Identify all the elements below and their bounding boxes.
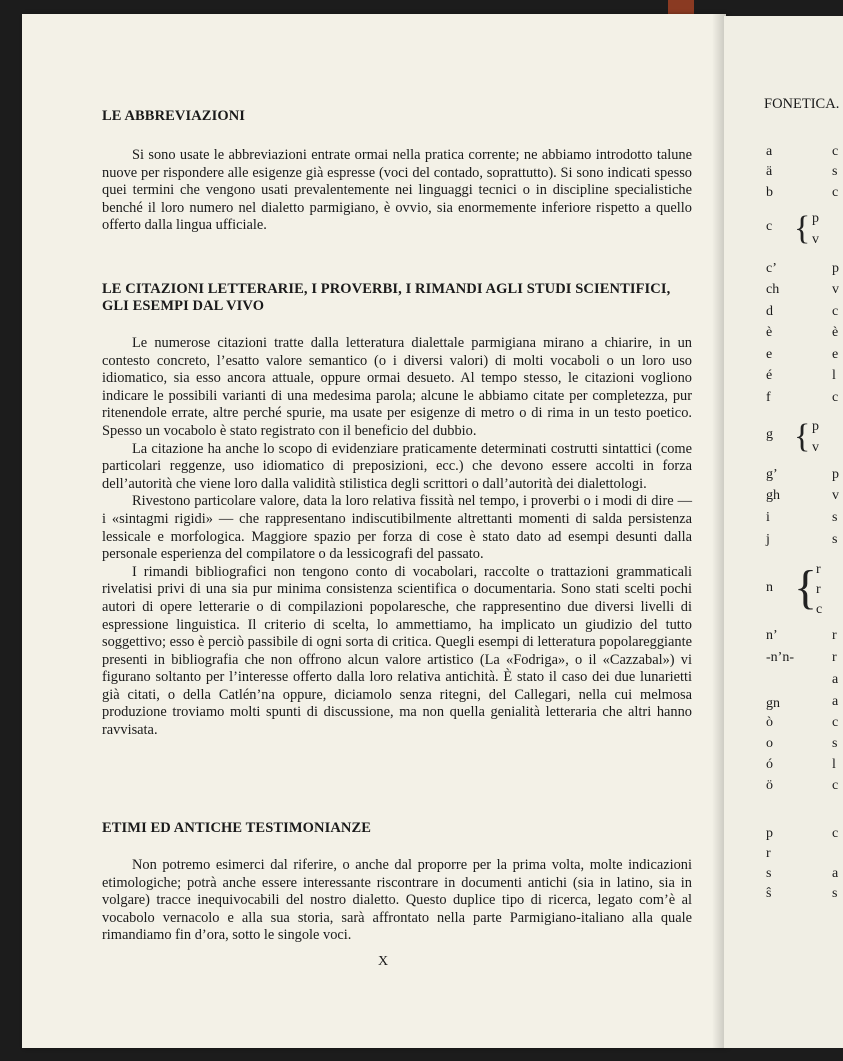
letter: é — [766, 368, 773, 383]
section-heading: LE ABBREVIAZIONI — [102, 108, 246, 124]
letter: gh — [766, 488, 780, 503]
text-fragment: r — [832, 628, 837, 643]
letter: p — [766, 826, 773, 841]
text-fragment: a — [832, 866, 839, 881]
text-fragment: c — [832, 778, 839, 793]
text-fragment: e — [832, 347, 839, 362]
paragraph: Non potremo esimerci dal riferire, o anche dal proporre per la prima volta, molte indicazioni etimologiche; potrà anche essere interessante riscontrare in documenti antichi (sia in latino, sia in volgare) tracce inequivocabili del nostro dialetto. Questo duplice tipo di ricerca, legato com’è al vocabolo vernacolo e alla sua storia, sarà affrontato nella parte Parmigiano-italiano alla quale rimandiamo fin d’ora, sotto le singole voci. — [102, 857, 692, 944]
left-page — [22, 14, 726, 1048]
text-fragment: s — [832, 510, 838, 525]
text-fragment: c — [832, 304, 839, 319]
text-fragment: v — [812, 232, 819, 247]
right-page-heading: FONETICA. — [764, 96, 840, 112]
text-fragment: p — [812, 211, 819, 226]
text-fragment: v — [832, 282, 839, 297]
text-fragment: c — [832, 715, 839, 730]
text-fragment: c — [832, 185, 839, 200]
text-fragment: r — [816, 582, 821, 597]
letter: g’ — [766, 467, 778, 482]
text-fragment: p — [832, 467, 839, 482]
section-heading: ETIMI ED ANTICHE TESTIMONIANZE — [102, 820, 372, 836]
letter: ä — [766, 164, 773, 179]
text-fragment: r — [816, 562, 821, 577]
section-citazioni — [102, 281, 692, 740]
text-fragment: è — [832, 325, 839, 340]
paragraph: I rimandi bibliografici non tengono conto di vocabolari, raccolte o trattazioni grammaticali rivelatisi privi di una sia pur minima consistenza scientifica o documentaria. Sono stati scelti pochi autori di opere letterarie o di compilazioni popolaresche, che rappresentino due diversi livelli di espressione linguistica. Il criterio di scelta, lo ammettiamo, ha implicato un giudizio del tutto soggettivo; esso è perciò passibile di ogni sorta di critica. Quegli esempi di letteratura popolareggiante presenti in bibliografia che non offrono alcun valore artistico (La «Fodriga», o il «Cazzabal») vi figurano soltanto per l’interesse offerto dalla loro relativa antichità. È stato il caso dei due lunarietti già citati, o della Catlén’na oppure, diciamolo senza ritegni, del Callegari, nella cui melmosa produzione troviamo molti spunti di discussione, ma non quella genialità letteraria che altri hanno ravvisata. — [102, 563, 692, 739]
paragraph: Si sono usate le abbreviazioni entrate ormai nella pratica corrente; ne abbiamo introdotto talune nuove per rispondere alle esigenze già espresse (voci del contado, soprattutto). Si sono indicati spesso quei termini che vengono usati prevalentemente nei linguaggi tecnici o in discipline specialistiche benché il loro numero nel dialetto parmigiano, è ovvio, sia enormemente inferiore rispetto a quello offerto dalla lingua ufficiale. — [102, 147, 692, 234]
letter: c — [766, 219, 773, 234]
letter: gn — [766, 696, 780, 711]
text-fragment: a — [832, 694, 839, 709]
brace: { — [794, 210, 811, 247]
text-fragment: s — [832, 164, 838, 179]
letter: d — [766, 304, 773, 319]
letter: i — [766, 510, 770, 525]
letter: s — [766, 866, 772, 881]
paragraph: La citazione ha anche lo scopo di evidenziare praticamente determinati costrutti sintattici (come particolari reggenze, uso idiomatico di preposizioni, ecc.) che devono essere accolti in forza dell’autorità che viene loro dalla validità stilistica degli scrittori o dall’autorità dei dialettologi. — [102, 440, 692, 492]
letter: n — [766, 580, 773, 595]
letter: f — [766, 390, 771, 405]
text-fragment: r — [832, 650, 837, 665]
section-heading: LE CITAZIONI LETTERARIE, I PROVERBI, I RIMANDI AGLI STUDI SCIENTIFICI, GLI ESEMPI DAL VIVO — [102, 281, 671, 314]
text-fragment: v — [832, 488, 839, 503]
text-fragment: l — [832, 757, 836, 772]
text-fragment: s — [832, 532, 838, 547]
letter: ö — [766, 778, 773, 793]
letter: e — [766, 347, 773, 362]
brace: { — [794, 561, 818, 614]
text-fragment: c — [832, 826, 839, 841]
letter: b — [766, 185, 773, 200]
text-fragment: c — [832, 390, 839, 405]
letter: o — [766, 736, 773, 751]
letter: -n’n- — [766, 650, 794, 665]
letter: a — [766, 144, 773, 159]
text-fragment: v — [812, 440, 819, 455]
letter: ò — [766, 715, 773, 730]
page-number: X — [378, 954, 389, 969]
letter: r — [766, 846, 771, 861]
text-fragment: s — [832, 886, 838, 901]
brace: { — [794, 418, 811, 455]
text-fragment: a — [832, 672, 839, 687]
right-page — [724, 16, 843, 1048]
text-fragment: c — [832, 144, 839, 159]
letter: è — [766, 325, 773, 340]
letter: g — [766, 427, 773, 442]
letter: j — [766, 532, 770, 547]
letter: c’ — [766, 261, 777, 276]
section-etimi — [102, 820, 692, 945]
letter: ŝ — [766, 886, 772, 901]
letter: n’ — [766, 628, 778, 643]
text-fragment: p — [832, 261, 839, 276]
text-fragment: l — [832, 368, 836, 383]
text-fragment: c — [816, 602, 823, 617]
text-fragment: p — [812, 419, 819, 434]
section-abbreviazioni — [102, 108, 692, 235]
letter: ch — [766, 282, 780, 297]
text-fragment: s — [832, 736, 838, 751]
paragraph: Rivestono particolare valore, data la loro relativa fissità nel tempo, i proverbi o i modi di dire — i «sintagmi rigidi» — che rappresentano indiscutibilmente altrettanti momenti di salda persistenza lessicale e morfologica. Maggiore spazio per forza di cose è stato dato ad esempi desunti dalla personale esperienza del compilatore o da lessicografi del passato. — [102, 493, 692, 563]
letter: ó — [766, 757, 773, 772]
paragraph: Le numerose citazioni tratte dalla letteratura dialettale parmigiana mirano a chiarire, in un contesto concreto, l’esatto valore semantico (o i diversi valori) di molti vocaboli o un loro uso idiomatico, sia esso ancora attuale, oppure ormai desueto. Al tempo stesso, le citazioni vogliono indicare le possibili varianti di una medesima parola; alcune le abbiamo citate per completezza, pur ritenendole errate, altre perché spurie, ma usate per esigenze di metro o di rima in un testo poetico. Spesso un vocabolo è stato registrato con il beneficio del dubbio. — [102, 335, 692, 439]
